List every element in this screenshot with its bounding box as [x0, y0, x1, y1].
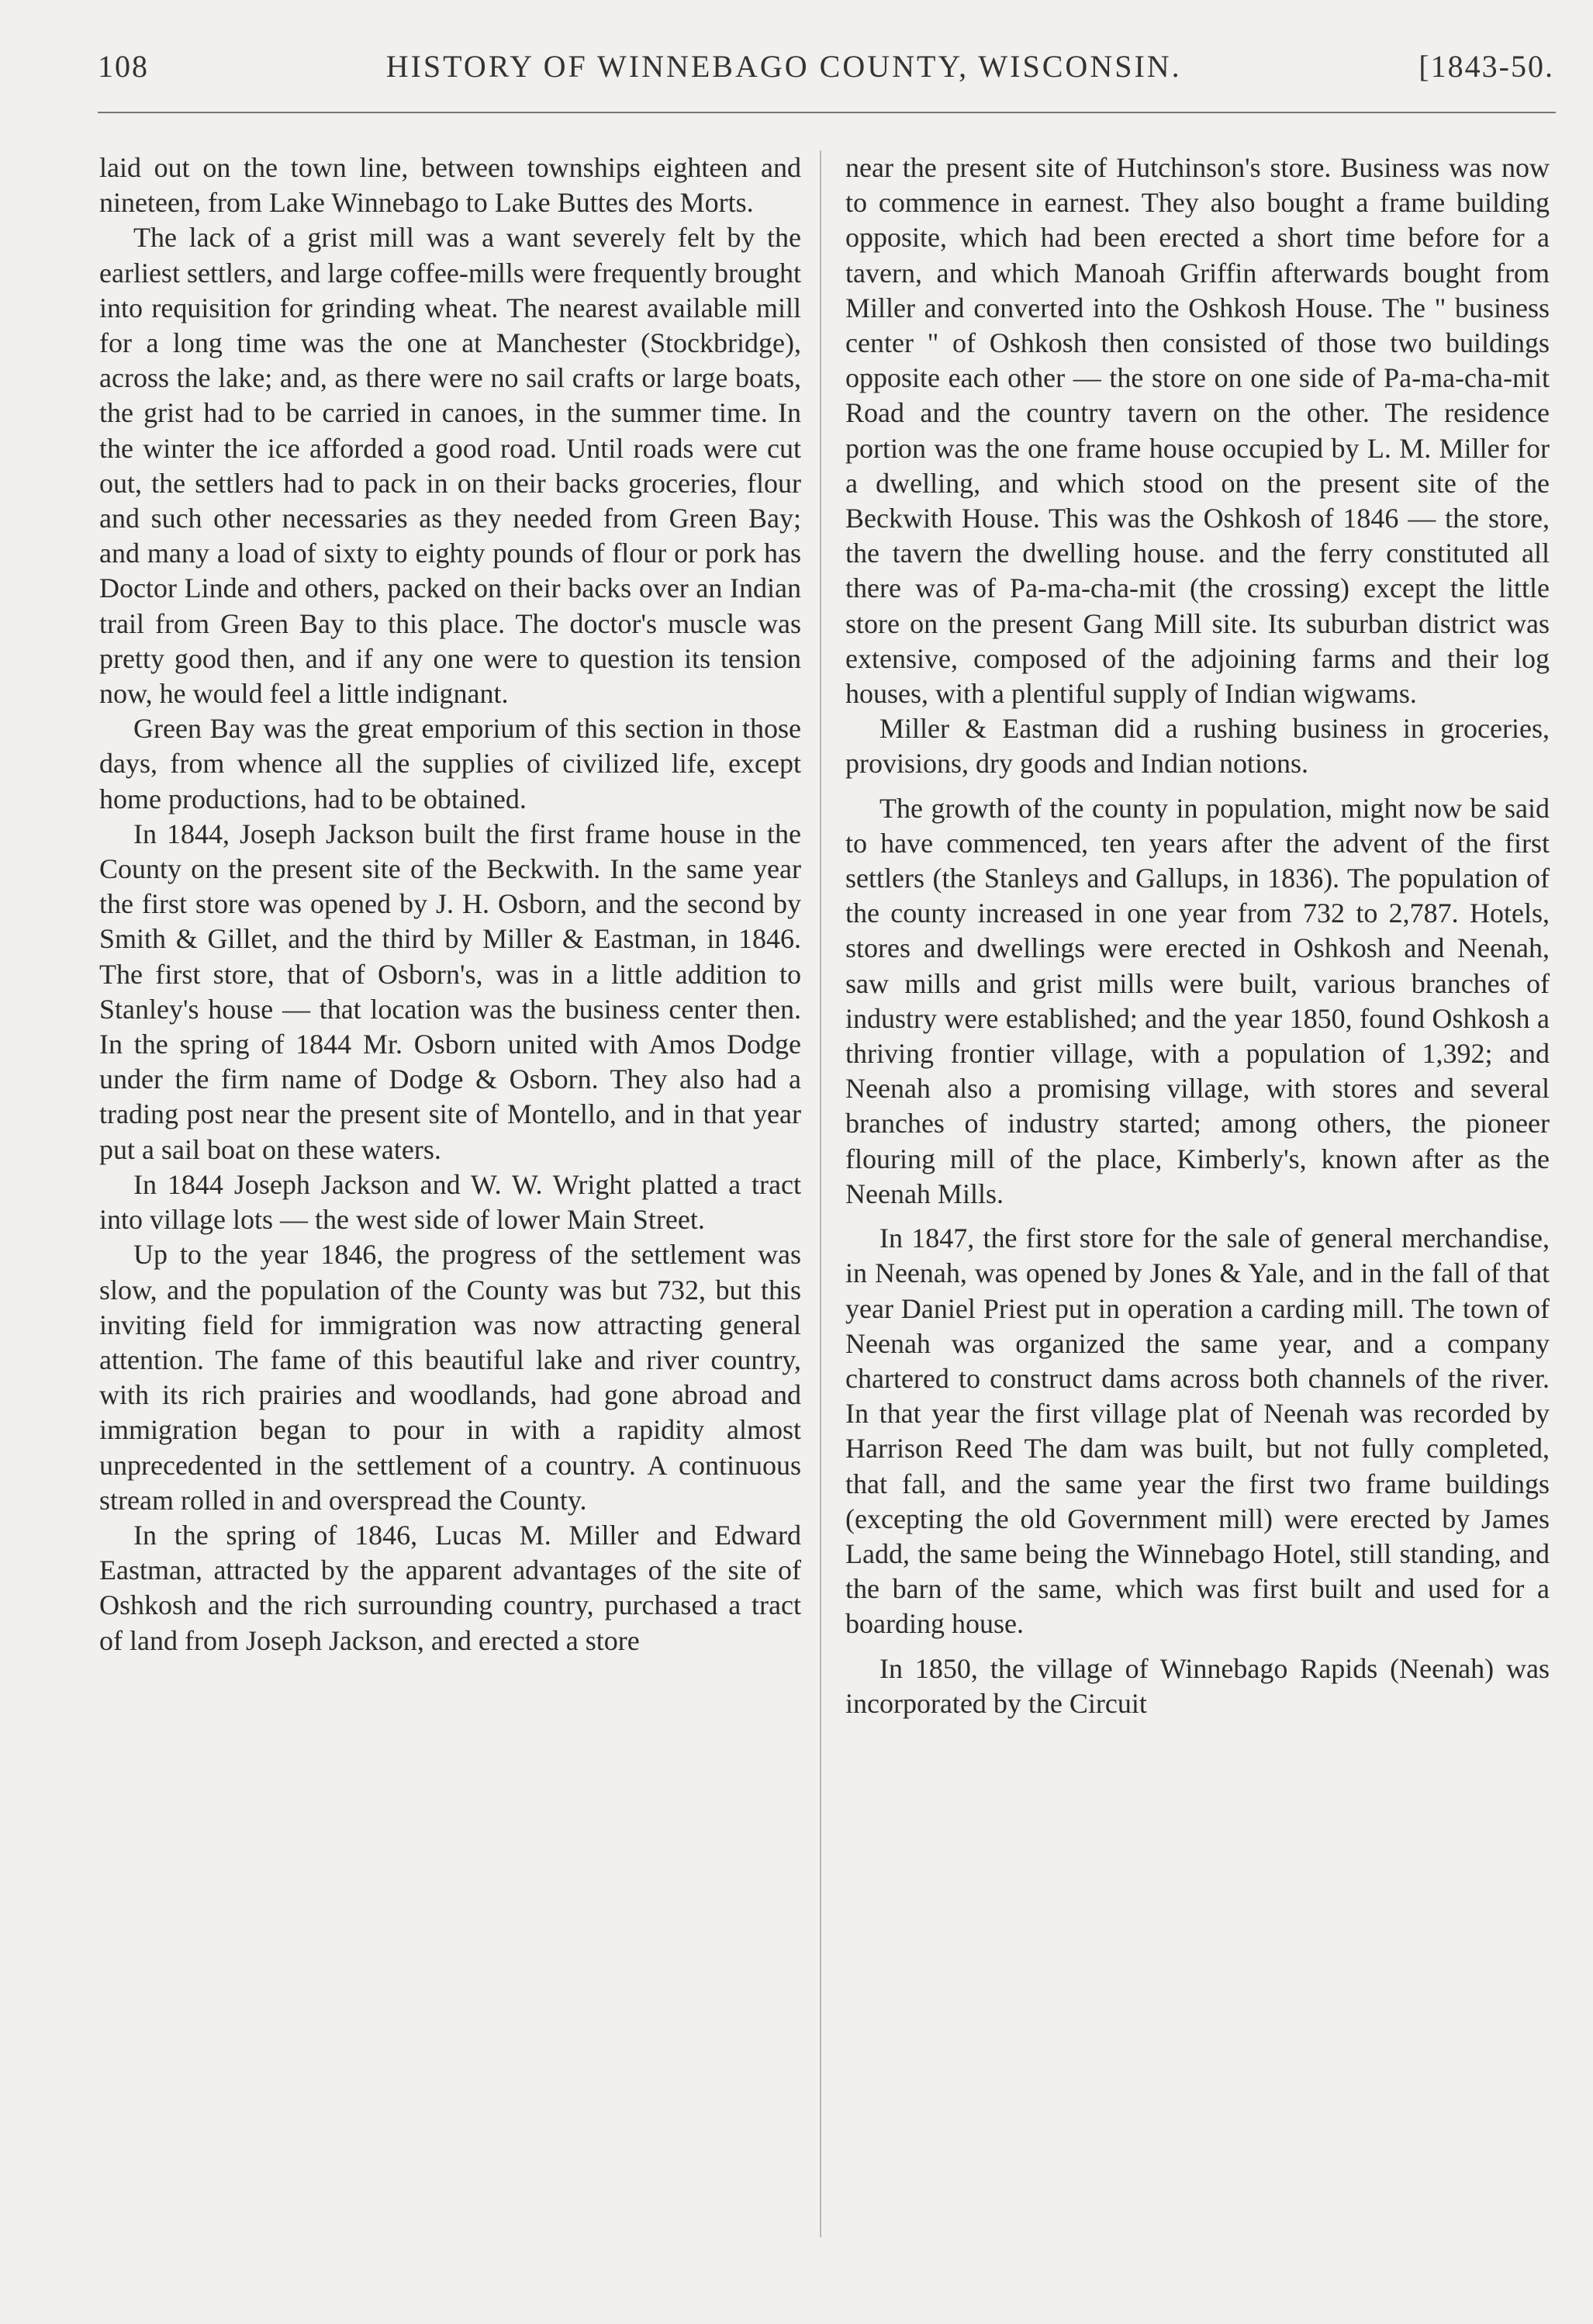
paragraph: Green Bay was the great emporium of this section in those days, from whence all the supplies of civilized life, except home productions, had to be obtained. [99, 713, 801, 814]
page-number: 108 [98, 49, 149, 84]
running-header [98, 48, 1554, 92]
left-column [99, 150, 801, 1658]
column-divider [820, 150, 821, 2237]
paragraph: In 1844, Joseph Jackson built the first frame house in the County on the present site of the Beckwith. In the same year the first store was opened by J. H. Osborn, and the second by Smith & Gillet, and the third by Miller & Eastman, in 1846. The first store, that of Osborn's, was in a little addition to Stanley's house — that location was the business center then. In the spring of 1844 Mr. Osborn united with Amos Dodge under the firm name of Dodge & Osborn. They also had a trading post near the present site of Montello, and in that year put a sail boat on these waters. [99, 818, 801, 1165]
paragraph: The growth of the county in population, might now be said to have commenced, ten years after the advent of the first settlers (the Stanleys and Gallups, in 1836). The population of the county increased in one year from 732 to 2,787. Hotels, stores and dwellings were erected in Oshkosh and Neenah, saw mills and grist mills were built, various branches of industry were established; and the year 1850, found Oshkosh a thriving frontier village, with a population of 1,392; and Neenah also a promising village, with stores and several branches of industry started; among others, the pioneer flouring mill of the place, Kimberly's, known after as the Neenah Mills. [845, 792, 1550, 1209]
paragraph: laid out on the town line, between townships eighteen and nineteen, from Lake Winnebago to Lake Buttes des Morts. [99, 152, 801, 219]
right-column [845, 150, 1550, 1721]
paragraph: Miller & Eastman did a rushing business in groceries, provisions, dry goods and Indian notions. [845, 713, 1550, 780]
paragraph: The lack of a grist mill was a want severely felt by the earliest settlers, and large coffee-mills were frequently brought into requisition for grinding wheat. The nearest available mill for a long time was the one at Manchester (Stockbridge), across the lake; and, as there were no sail crafts or large boats, the grist had to be carried in canoes, in the summer time. In the winter the ice afforded a good road. Until roads were cut out, the settlers had to pack in on their backs groceries, flour and such other necessaries as they needed from Green Bay; and many a load of sixty to eighty pounds of flour or pork has Doctor Linde and others, packed on their backs over an Indian trail from Green Bay to this place. The doctor's muscle was pretty good then, and if any one were to question its tension now, he would feel a little indignant. [99, 222, 801, 710]
paragraph: In 1850, the village of Winnebago Rapids (Neenah) was incorporated by the Circuit [845, 1652, 1550, 1719]
paragraph: In 1847, the first store for the sale of general merchandise, in Neenah, was opened by Jones & Yale, and in the fall of that year Daniel Priest put in operation a carding mill. The town of Neenah was organized the same year, and a company chartered to construct dams across both channels of the river. In that year the first village plat of Neenah was recorded by Harrison Reed The dam was built, but not fully completed, that fall, and the same year the first two frame buildings (excepting the old Government mill) were erected by James Ladd, the same being the Winnebago Hotel, still standing, and the barn of the same, which was first built and used for a boarding house. [845, 1223, 1550, 1640]
paragraph: Up to the year 1846, the progress of the settlement was slow, and the population of the County was but 732, but this inviting field for immigration was now attracting general attention. The fame of this beautiful lake and river country, with its rich prairies and woodlands, had gone abroad and immigration began to pour in with a rapidity almost unprecedented in the settlement of a country. A continuous stream rolled in and overspread the County. [99, 1239, 801, 1516]
paragraph: In 1844 Joseph Jackson and W. W. Wright platted a tract into village lots — the west side of lower Main Street. [99, 1168, 801, 1236]
paragraph: In the spring of 1846, Lucas M. Miller and Edward Eastman, attracted by the apparent advantages of the site of Oshkosh and the rich surrounding country, purchased a tract of land from Joseph Jackson, and erected a store [99, 1519, 801, 1656]
date-range: [1843-50. [1418, 49, 1554, 84]
header-rule [98, 112, 1556, 113]
paragraph: near the present site of Hutchinson's store. Business was now to commence in earnest. They also bought a frame building opposite, which had been erected a short time before for a tavern, and which Manoah Griffin afterwards bought from Miller and converted into the Oshkosh House. The " business center " of Oshkosh then consisted of those two buildings opposite each other — the store on one side of Pa-ma-cha-mit Road and the country tavern on the other. The residence portion was the one frame house occupied by L. M. Miller for a dwelling, and which stood on the present site of the Beckwith House. This was the Oshkosh of 1846 — the store, the tavern the dwelling house. and the ferry constituted all there was of Pa-ma-cha-mit (the crossing) except the little store on the present Gang Mill site. Its suburban district was extensive, composed of the adjoining farms and their log houses, with a plentiful supply of Indian wigwams. [845, 152, 1550, 710]
book-title: HISTORY OF WINNEBAGO COUNTY, WISCONSIN. [385, 49, 1182, 84]
